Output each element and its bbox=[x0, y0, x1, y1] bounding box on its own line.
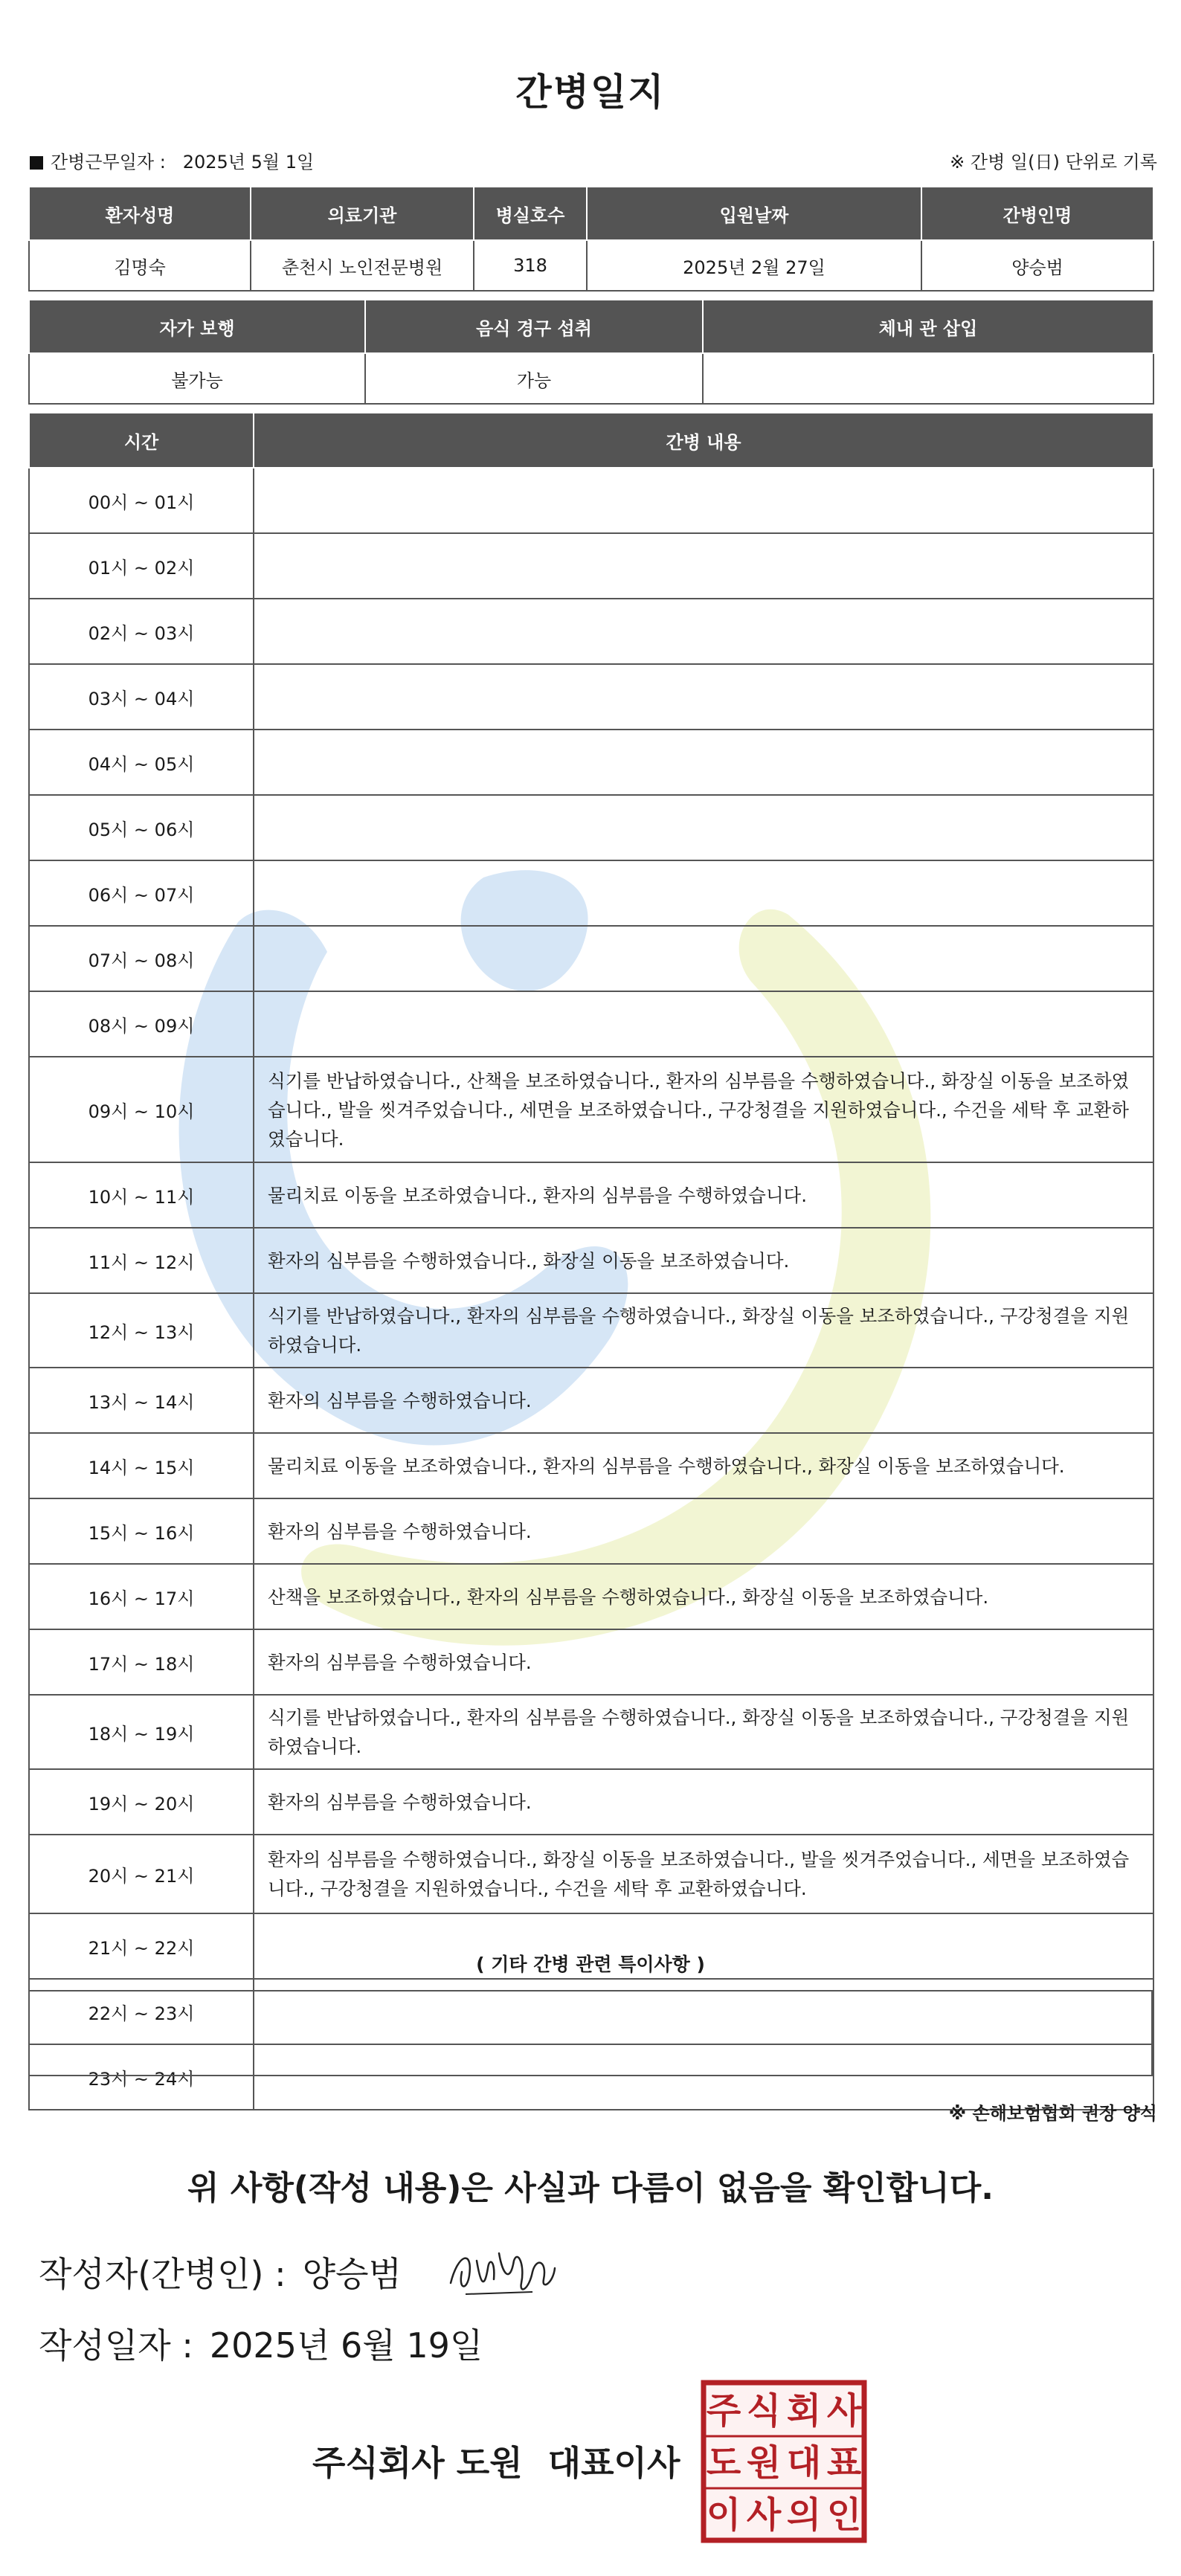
seal-character: 대 bbox=[786, 2442, 822, 2484]
write-date-line bbox=[39, 2319, 483, 2368]
patient-info-table bbox=[28, 186, 1154, 292]
time-slot: 16시 ~ 17시 bbox=[29, 1564, 254, 1629]
header-institution: 의료기관 bbox=[251, 187, 474, 240]
writer-label: 작성자(간병인) : bbox=[39, 2254, 286, 2294]
header-walking: 자가 보행 bbox=[29, 300, 365, 353]
table-row bbox=[29, 1835, 1153, 1913]
care-content: 환자의 심부름을 수행하였습니다., 화장실 이동을 보조하였습니다., 발을 씻겨주었습니다., 세면을 보조하였습니다., 구강청결을 지원하였습니다., 수건을 세탁 후 교환하였습니다. bbox=[254, 1835, 1153, 1913]
table-row bbox=[29, 664, 1153, 730]
seal-character: 인 bbox=[826, 2494, 862, 2536]
write-date-value: 2025년 6월 19일 bbox=[209, 2325, 483, 2366]
care-content bbox=[254, 795, 1153, 860]
seal-character: 사 bbox=[826, 2390, 862, 2432]
time-slot: 04시 ~ 05시 bbox=[29, 730, 254, 795]
company-name: 주식회사 도원 bbox=[312, 2443, 523, 2483]
seal-character: 회 bbox=[786, 2390, 822, 2432]
time-slot: 19시 ~ 20시 bbox=[29, 1769, 254, 1835]
care-content: 환자의 심부름을 수행하였습니다. bbox=[254, 1629, 1153, 1695]
table-row bbox=[29, 1564, 1153, 1629]
time-slot: 12시 ~ 13시 bbox=[29, 1293, 254, 1368]
time-slot: 13시 ~ 14시 bbox=[29, 1368, 254, 1433]
table-row bbox=[29, 1498, 1153, 1564]
table-row bbox=[29, 599, 1153, 664]
seal-character: 의 bbox=[786, 2494, 822, 2536]
company-line bbox=[312, 2436, 680, 2485]
table-row bbox=[29, 533, 1153, 599]
time-slot: 15시 ~ 16시 bbox=[29, 1498, 254, 1564]
care-content: 물리치료 이동을 보조하였습니다., 환자의 심부름을 수행하였습니다. bbox=[254, 1162, 1153, 1228]
care-content: 식기를 반납하였습니다., 산책을 보조하였습니다., 환자의 심부름을 수행하였습니다., 화장실 이동을 보조하였습니다., 발을 씻겨주었습니다., 세면을 보조하였습니다., 구강청결을 지원하였습니다., 수건을 세탁 후 교환하였습니다. bbox=[254, 1057, 1153, 1162]
time-slot: 08시 ~ 09시 bbox=[29, 991, 254, 1057]
writer-line bbox=[39, 2247, 402, 2296]
confirm-statement: 위 사항(작성 내용)은 사실과 다름이 없음을 확인합니다. bbox=[187, 2169, 994, 2207]
time-slot: 05시 ~ 06시 bbox=[29, 795, 254, 860]
care-content bbox=[254, 991, 1153, 1057]
header-time: 시간 bbox=[29, 413, 254, 468]
seal-character: 주 bbox=[706, 2390, 741, 2432]
oral-intake-value: 가능 bbox=[365, 353, 703, 404]
header-patient-name: 환자성명 bbox=[29, 187, 251, 240]
time-slot: 07시 ~ 08시 bbox=[29, 926, 254, 991]
care-content: 환자의 심부름을 수행하였습니다. bbox=[254, 1368, 1153, 1433]
table-row bbox=[29, 991, 1153, 1057]
header-oral-intake: 음식 경구 섭취 bbox=[365, 300, 703, 353]
admission-date: 2025년 2월 27일 bbox=[587, 240, 921, 291]
table-row bbox=[29, 926, 1153, 991]
work-date-label: 간병근무일자 : bbox=[51, 152, 166, 173]
walking-value: 불가능 bbox=[29, 353, 365, 404]
institution: 춘천시 노인전문병원 bbox=[251, 240, 474, 291]
time-slot: 23시 ~ 24시 bbox=[29, 2044, 254, 2110]
time-slot: 22시 ~ 23시 bbox=[29, 1979, 254, 2044]
care-log-body bbox=[29, 468, 1153, 2110]
care-content: 환자의 심부름을 수행하였습니다. bbox=[254, 1769, 1153, 1835]
table-row bbox=[29, 1368, 1153, 1433]
care-content bbox=[254, 926, 1153, 991]
table-row bbox=[29, 1695, 1153, 1769]
care-content bbox=[254, 860, 1153, 926]
care-content: 환자의 심부름을 수행하였습니다. bbox=[254, 1498, 1153, 1564]
seal-character: 이 bbox=[706, 2494, 741, 2536]
square-bullet-icon bbox=[30, 156, 43, 170]
table-row bbox=[29, 1228, 1153, 1293]
table-row bbox=[29, 795, 1153, 860]
care-content bbox=[254, 730, 1153, 795]
care-content: 식기를 반납하였습니다., 환자의 심부름을 수행하였습니다., 화장실 이동을 보조하였습니다., 구강청결을 지원하였습니다. bbox=[254, 1695, 1153, 1769]
form-note: ※ 손해보험협회 권장 양식 bbox=[948, 2103, 1157, 2124]
company-rep: 대표이사 bbox=[547, 2443, 680, 2483]
tube-value bbox=[703, 353, 1153, 404]
header-care-content: 간병 내용 bbox=[254, 413, 1153, 468]
writer-name: 양승범 bbox=[302, 2254, 402, 2294]
signature-icon bbox=[443, 2238, 562, 2305]
seal-character: 식 bbox=[746, 2390, 782, 2432]
write-date-label: 작성일자 : bbox=[39, 2325, 193, 2366]
patient-status-table bbox=[28, 299, 1154, 405]
table-row bbox=[29, 1162, 1153, 1228]
seal-character: 사 bbox=[746, 2494, 782, 2536]
table-row bbox=[29, 730, 1153, 795]
header-tube: 체내 관 삽입 bbox=[703, 300, 1153, 353]
table-row bbox=[29, 860, 1153, 926]
table-row bbox=[29, 1769, 1153, 1835]
care-log-table bbox=[28, 412, 1154, 2110]
table-row bbox=[29, 1057, 1153, 1162]
patient-name: 김명숙 bbox=[29, 240, 251, 291]
seal-character: 원 bbox=[746, 2442, 782, 2484]
time-slot: 20시 ~ 21시 bbox=[29, 1835, 254, 1913]
etc-notes-box bbox=[28, 1990, 1153, 2076]
care-content bbox=[254, 533, 1153, 599]
seal-character: 도 bbox=[706, 2442, 741, 2484]
seal-character: 표 bbox=[826, 2442, 862, 2484]
time-slot: 17시 ~ 18시 bbox=[29, 1629, 254, 1695]
time-slot: 01시 ~ 02시 bbox=[29, 533, 254, 599]
page-title: 간병일지 bbox=[515, 71, 666, 114]
room-number: 318 bbox=[474, 240, 587, 291]
time-slot: 03시 ~ 04시 bbox=[29, 664, 254, 730]
care-content bbox=[254, 664, 1153, 730]
table-row bbox=[29, 1293, 1153, 1368]
time-slot: 02시 ~ 03시 bbox=[29, 599, 254, 664]
care-content bbox=[254, 468, 1153, 533]
care-content: 환자의 심부름을 수행하였습니다., 화장실 이동을 보조하였습니다. bbox=[254, 1228, 1153, 1293]
care-content: 물리치료 이동을 보조하였습니다., 환자의 심부름을 수행하였습니다., 화장실 이동을 보조하였습니다. bbox=[254, 1433, 1153, 1498]
time-slot: 09시 ~ 10시 bbox=[29, 1057, 254, 1162]
table-row bbox=[29, 1629, 1153, 1695]
header-admission-date: 입원날짜 bbox=[587, 187, 921, 240]
table-row bbox=[29, 1433, 1153, 1498]
work-date-value: 2025년 5월 1일 bbox=[182, 152, 315, 173]
work-date bbox=[30, 147, 314, 173]
time-slot: 21시 ~ 22시 bbox=[29, 1913, 254, 1979]
care-content: 산책을 보조하였습니다., 환자의 심부름을 수행하였습니다., 화장실 이동을 보조하였습니다. bbox=[254, 1564, 1153, 1629]
time-slot: 11시 ~ 12시 bbox=[29, 1228, 254, 1293]
header-caregiver: 간병인명 bbox=[921, 187, 1153, 240]
header-room: 병실호수 bbox=[474, 187, 587, 240]
time-slot: 18시 ~ 19시 bbox=[29, 1695, 254, 1769]
caregiver-name: 양승범 bbox=[921, 240, 1153, 291]
company-seal-icon bbox=[701, 2380, 867, 2543]
table-row bbox=[29, 468, 1153, 533]
care-content bbox=[254, 599, 1153, 664]
time-slot: 00시 ~ 01시 bbox=[29, 468, 254, 533]
time-slot: 06시 ~ 07시 bbox=[29, 860, 254, 926]
etc-title: ( 기타 간병 관련 특이사항 ) bbox=[476, 1954, 705, 1975]
unit-note: ※ 간병 일(日) 단위로 기록 bbox=[950, 152, 1157, 173]
care-content: 식기를 반납하였습니다., 환자의 심부름을 수행하였습니다., 화장실 이동을 보조하였습니다., 구강청결을 지원하였습니다. bbox=[254, 1293, 1153, 1368]
time-slot: 14시 ~ 15시 bbox=[29, 1433, 254, 1498]
time-slot: 10시 ~ 11시 bbox=[29, 1162, 254, 1228]
